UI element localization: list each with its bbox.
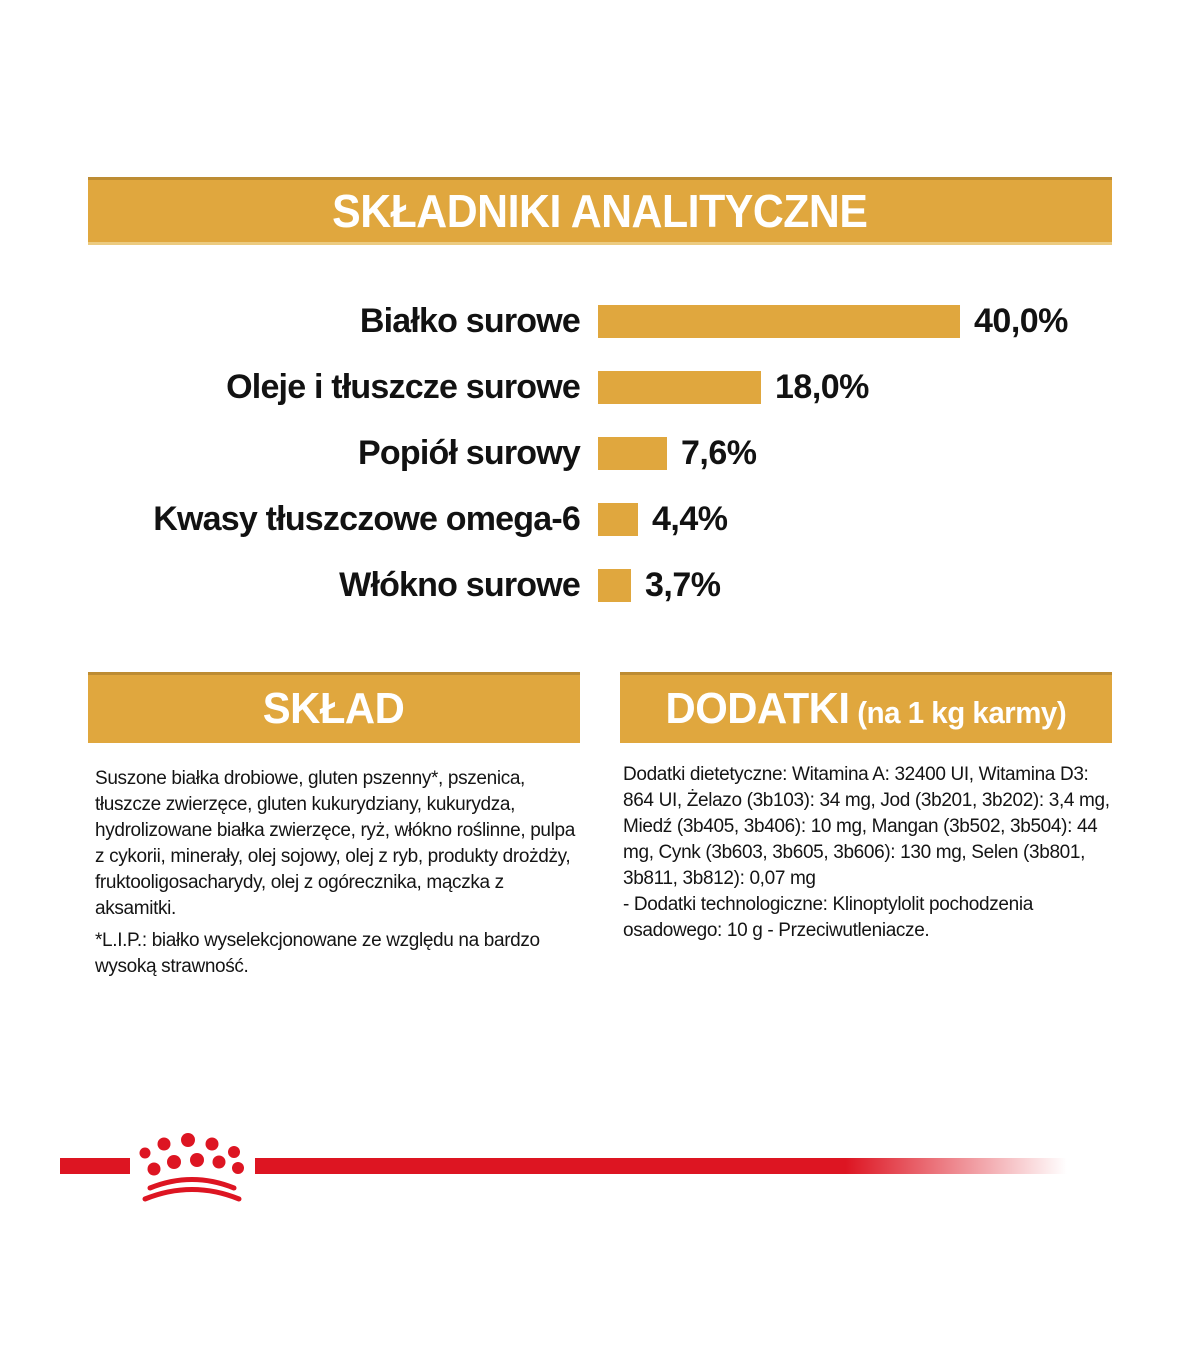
composition-title: SKŁAD	[263, 684, 405, 733]
additives-title-suffix: (na 1 kg karmy)	[849, 695, 1067, 730]
chart-row	[0, 552, 1200, 618]
chart-value-label: 3,7%	[645, 565, 721, 604]
chart-row	[0, 354, 1200, 420]
bar-wlokno-surowe	[598, 569, 631, 602]
bar-wrap	[598, 437, 667, 470]
nutrition-bar-chart	[0, 288, 1200, 618]
additives-title-main: DODATKI	[665, 684, 850, 733]
analytical-constituents-header	[88, 177, 1112, 245]
additives-dietetic-text: Dodatki dietetyczne: Witamina A: 32400 UI, Witamina D3: 864 UI, Żelazo (3b103): 34 mg, Jod (3b201, 3b202): 3,4 mg, Miedź (3b405, 3b406): 10 mg, Mangan (3b502, 3b504): 44 mg, Cynk (3b603, 3b605, 3b606): 130 mg, Selen (3b801, 3b811, 3b812): 0,07 mg	[623, 764, 1110, 889]
chart-category-label: Kwasy tłuszczowe omega-6	[153, 499, 580, 538]
chart-value-label: 4,4%	[652, 499, 728, 538]
bar-wrap	[598, 569, 631, 602]
bar-wrap	[598, 503, 638, 536]
bar-wrap	[598, 305, 960, 338]
chart-value-label: 40,0%	[974, 301, 1068, 340]
bar-oleje-tluszcze	[598, 371, 761, 404]
chart-row	[0, 486, 1200, 552]
chart-category-label: Popiół surowy	[358, 433, 580, 472]
chart-row	[0, 420, 1200, 486]
additives-technological-text: - Dodatki technologiczne: Klinoptylolit pochodzenia osadowego: 10 g - Przeciwutleniacze.	[623, 894, 1033, 941]
page-title: SKŁADNIKI ANALITYCZNE	[332, 185, 868, 237]
additives-body	[623, 762, 1115, 944]
chart-category-label: Włókno surowe	[339, 565, 580, 604]
composition-section-header	[88, 672, 580, 743]
chart-category-label: Oleje i tłuszcze surowe	[226, 367, 580, 406]
chart-value-label: 18,0%	[775, 367, 869, 406]
composition-body-text: Suszone białka drobiowe, gluten pszenny*, pszenica, tłuszcze zwierzęce, gluten kukurydziany, kukurydza, hydrolizowane białka zwierzęce, ryż, włókno roślinne, pulpa z cykorii, minerały, olej sojowy, olej z ryb, produkty drożdży, fruktooligosacharydy, olej z ogórecznika, mączka z aksamitki.	[95, 768, 575, 919]
bar-popiol-surowy	[598, 437, 667, 470]
brand-line-right	[255, 1158, 1075, 1174]
composition-footnote-text: *L.I.P.: białko wyselekcjonowane ze względu na bardzo wysoką strawność.	[95, 930, 540, 977]
chart-category-label: Białko surowe	[359, 301, 580, 340]
royal-canin-crown-icon	[136, 1128, 248, 1206]
chart-value-label: 7,6%	[681, 433, 757, 472]
bar-wrap	[598, 371, 761, 404]
brand-line-left	[60, 1158, 130, 1174]
bar-bialko-surowe	[598, 305, 960, 338]
bar-kwasy-omega6	[598, 503, 638, 536]
chart-row	[0, 288, 1200, 354]
additives-section-header	[620, 672, 1112, 743]
additives-title	[666, 684, 1067, 734]
